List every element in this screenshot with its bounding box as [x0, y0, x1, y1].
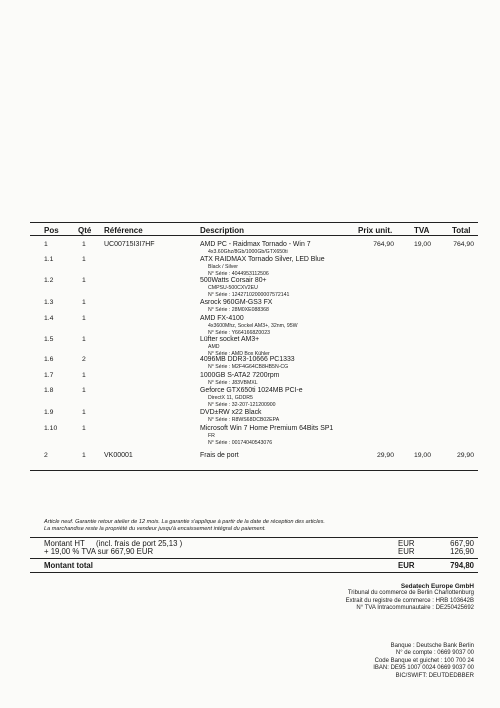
cell-pos: 1	[44, 241, 48, 248]
cell-pos: 1.7	[44, 372, 54, 379]
cell-pos: 1.5	[44, 336, 54, 343]
cell-qte: 1	[82, 315, 86, 322]
cell-desc: 1000GB S-ATA2 7200rpm	[200, 372, 280, 379]
row-detail: DirectX 11, GDDR5	[208, 395, 253, 401]
cell-tva: 19,00	[413, 452, 431, 459]
cell-ref: UC00715I3I7HF	[104, 241, 155, 248]
row-detail: N° Série : J83VBMXL	[208, 380, 258, 386]
cell-qte: 1	[82, 299, 86, 306]
header-top-rule	[30, 222, 478, 223]
table-row	[0, 451, 500, 461]
row-detail: 4x3.60Ghz/8Gb/1000Gb/GTX650ti	[208, 249, 288, 255]
row-detail: AMD	[208, 344, 220, 350]
cell-qte: 1	[82, 277, 86, 284]
cell-qte: 1	[82, 425, 86, 432]
row-detail: FR	[208, 433, 215, 439]
cell-desc: AMD PC - Raidmax Tornado - Win 7	[200, 241, 311, 248]
table-row	[0, 335, 500, 345]
cell-qte: 1	[82, 256, 86, 263]
cell-desc: Frais de port	[200, 452, 239, 459]
totals-mid-rule	[30, 558, 478, 559]
cell-desc: Asrock 960GM-GS3 FX	[200, 299, 273, 306]
cell-qte: 1	[82, 387, 86, 394]
col-header-qte: Qté	[78, 226, 92, 235]
row-detail: Black / Silver	[208, 264, 238, 270]
cell-desc: 500Watts Corsair 80+	[200, 277, 267, 284]
warranty-note: Article neuf. Garantie retour atelier de 12 mois. La garantie s'applique à partir de la date de réception des articles.	[44, 519, 325, 525]
row-detail: N° Série : R8WS68DCB02EPA	[208, 417, 280, 423]
cell-total: 764,90	[453, 241, 474, 248]
row-detail: 4x3600Mhz, Sockel AM3+, 32nm, 95W	[208, 323, 298, 329]
cell-desc: Geforce GTX650ti 1024MB PCI-e	[200, 387, 303, 394]
col-header-ref: Référence	[104, 226, 143, 235]
cell-desc: AMD FX-4100	[200, 315, 244, 322]
cell-pos: 1.4	[44, 315, 54, 322]
totals-top-rule	[30, 537, 478, 538]
row-detail: N° Série : M2F4G64CB8HB5N-CG	[208, 364, 289, 370]
table-row	[0, 255, 500, 265]
header-bottom-rule	[30, 235, 478, 236]
row-detail: N° Série : 32-207-121200900	[208, 402, 276, 408]
cell-price: 29,90	[376, 452, 394, 459]
amount-ht-label: Montant HT	[44, 539, 85, 548]
ownership-note: La marchandise reste la propriété du vendeur jusqu'à encaissement intégral du paiement.	[44, 526, 266, 532]
row-detail: N° Série : 00174040543076	[208, 440, 273, 446]
cell-pos: 1.8	[44, 387, 54, 394]
cell-pos: 1.10	[44, 425, 58, 432]
cell-qte: 1	[82, 409, 86, 416]
col-header-total: Total	[452, 226, 471, 235]
row-detail: N° Série : Y6641668Z0023	[208, 330, 270, 336]
total-amount-value: 794,80	[450, 561, 474, 570]
bank-iban: IBAN: DE95 1007 0024 0669 9037 00	[373, 665, 474, 672]
cell-pos: 1.1	[44, 256, 54, 263]
cell-total: 29,90	[456, 452, 474, 459]
cell-desc: Microsoft Win 7 Home Premium 64Bits SP1	[200, 425, 334, 432]
cell-qte: 1	[82, 336, 86, 343]
cell-ref: VK00001	[104, 452, 133, 459]
lines-end-rule	[30, 470, 478, 471]
col-header-tva: TVA	[414, 226, 430, 235]
cell-pos: 1.9	[44, 409, 54, 416]
bank-bic: BIC/SWIFT: DEUTDEDBBER	[395, 672, 474, 679]
company-court: Tribunal du commerce de Berlin Charlottenburg	[347, 590, 474, 597]
company-info	[346, 583, 474, 613]
amount-ht-value: 667,90	[450, 539, 474, 548]
cell-pos: 1.2	[44, 277, 54, 284]
bank-account: N° de compte : 0669 9037 00	[395, 650, 474, 657]
cell-qte: 1	[82, 452, 86, 459]
amount-ht-currency: EUR	[398, 539, 415, 548]
cell-qte: 1	[82, 372, 86, 379]
row-detail: CMPSU-500CXV2EU	[208, 285, 258, 291]
cell-pos: 1.6	[44, 356, 54, 363]
company-name: Sedatech Europe GmbH	[400, 583, 474, 590]
cell-qte: 1	[82, 241, 86, 248]
cell-qte: 2	[82, 356, 86, 363]
total-currency: EUR	[398, 561, 415, 570]
col-header-price: Prix unit.	[358, 226, 393, 235]
row-detail: N° Série : AMD Box Kühler	[208, 351, 270, 357]
tva-value: 126,90	[450, 547, 474, 556]
cell-desc: Lüfter socket AM3+	[200, 336, 260, 343]
cell-desc: ATX RAIDMAX Tornado Silver, LED Blue	[200, 256, 325, 263]
bank-name: Banque : Deutsche Bank Berlin	[390, 643, 474, 649]
amount-ht-detail: (incl. frais de port 25,13 )	[96, 539, 183, 548]
totals-bottom-rule	[30, 572, 478, 573]
col-header-desc: Description	[200, 226, 245, 235]
cell-tva: 19,00	[413, 241, 431, 248]
tva-currency: EUR	[398, 547, 415, 556]
bank-info	[373, 643, 474, 680]
total-amount-label: Montant total	[44, 561, 93, 570]
table-row	[0, 424, 500, 434]
company-registry: Extrait du registre de commerce : HRB 103642B	[345, 597, 474, 604]
company-vat: N° TVA Intracommunautaire : DE250425692	[356, 605, 474, 612]
col-header-pos: Pos	[44, 226, 59, 235]
cell-pos: 1.3	[44, 299, 54, 306]
row-detail: N° Série : 12427102000007572141	[208, 292, 290, 298]
cell-desc: DVD±RW x22 Black	[200, 409, 262, 416]
bank-code: Code Banque et guichet : 100 700 24	[374, 657, 474, 664]
cell-desc: 4096MB DDR3-10666 PC1333	[200, 356, 295, 363]
cell-price: 764,90	[373, 241, 394, 248]
row-detail: N° Série : 4044953112506	[208, 271, 269, 277]
tva-line-label: + 19,00 % TVA sur 667,90 EUR	[44, 547, 154, 556]
cell-pos: 2	[44, 452, 48, 459]
row-detail: N° Série : 28M0XE088368	[208, 307, 269, 313]
